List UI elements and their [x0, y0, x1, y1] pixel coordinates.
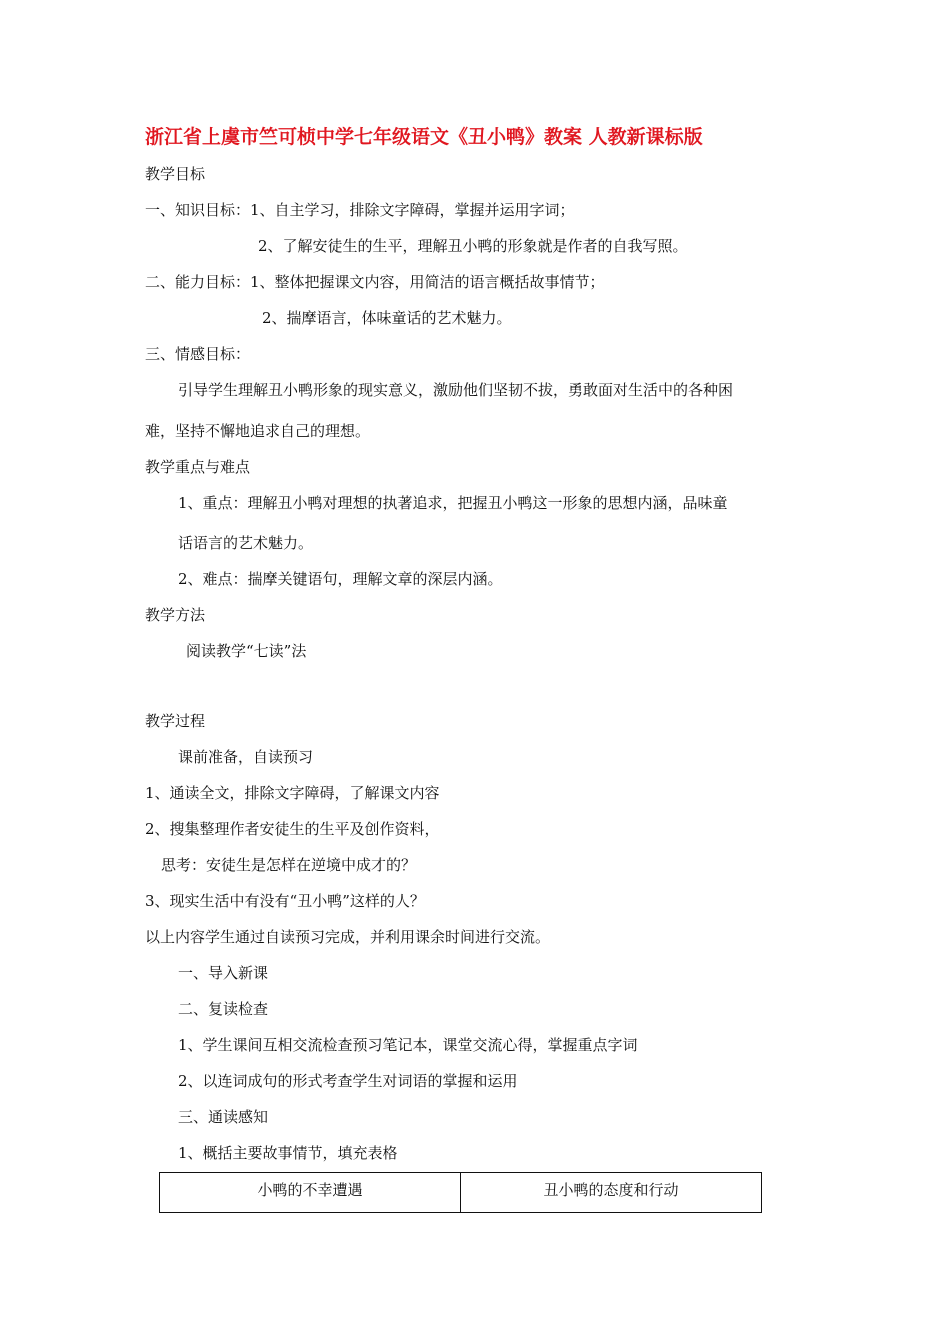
knowledge-goal-1: 一、知识目标：1、自主学习，排除文字障碍，掌握并运用字词；	[145, 201, 575, 219]
key-point-1b: 话语言的艺术魅力。	[178, 534, 314, 552]
step-2-item-1: 1、学生课间互相交流检查预习笔记本，课堂交流心得，掌握重点字词	[178, 1036, 638, 1054]
step-1: 一、导入新课	[178, 964, 269, 982]
prep-note: 以上内容学生通过自读预习完成，并利用课余时间进行交流。	[145, 928, 551, 946]
prep-think: 思考：安徒生是怎样在逆境中成才的？	[161, 856, 417, 874]
step-3-item-1: 1、概括主要故事情节，填充表格	[178, 1144, 398, 1162]
method-heading: 教学方法	[145, 606, 206, 624]
emotion-goal-heading: 三、情感目标：	[145, 345, 251, 363]
ability-goal-1: 二、能力目标：1、整体把握课文内容，用简洁的语言概括故事情节；	[145, 273, 605, 291]
page-title: 浙江省上虞市竺可桢中学七年级语文《丑小鸭》教案 人教新课标版	[145, 126, 703, 148]
table-header-attitude: 丑小鸭的态度和行动	[461, 1173, 762, 1213]
process-heading: 教学过程	[145, 712, 206, 730]
key-point-1a: 1、重点：理解丑小鸭对理想的执著追求，把握丑小鸭这一形象的思想内涵，品味童	[178, 494, 728, 512]
emotion-goal-text-1: 引导学生理解丑小鸭形象的现实意义，激励他们坚韧不拔，勇敢面对生活中的各种困	[178, 381, 734, 399]
prep-heading: 课前准备，自读预习	[178, 748, 314, 766]
prep-item-1: 1、通读全文，排除文字障碍，了解课文内容	[145, 784, 440, 802]
teaching-goals-heading: 教学目标	[145, 165, 206, 183]
emotion-goal-text-2: 难，坚持不懈地追求自己的理想。	[145, 422, 371, 440]
story-plot-table	[159, 1172, 762, 1213]
ability-goal-2: 2、揣摩语言，体味童话的艺术魅力。	[262, 309, 512, 327]
table-row	[160, 1173, 762, 1213]
key-point-2: 2、难点：揣摩关键语句，理解文章的深层内涵。	[178, 570, 503, 588]
step-2-item-2: 2、以连词成句的形式考查学生对词语的掌握和运用	[178, 1072, 518, 1090]
prep-item-3: 3、现实生活中有没有“丑小鸭”这样的人？	[145, 892, 425, 910]
knowledge-goal-2: 2、了解安徒生的生平，理解丑小鸭的形象就是作者的自我写照。	[258, 237, 688, 255]
step-3: 三、通读感知	[178, 1108, 269, 1126]
prep-item-2: 2、搜集整理作者安徒生的生平及创作资料，	[145, 820, 440, 838]
method-text: 阅读教学“七读”法	[186, 642, 307, 660]
step-2: 二、复读检查	[178, 1000, 269, 1018]
key-points-heading: 教学重点与难点	[145, 458, 251, 476]
table-header-misfortune: 小鸭的不幸遭遇	[160, 1173, 461, 1213]
